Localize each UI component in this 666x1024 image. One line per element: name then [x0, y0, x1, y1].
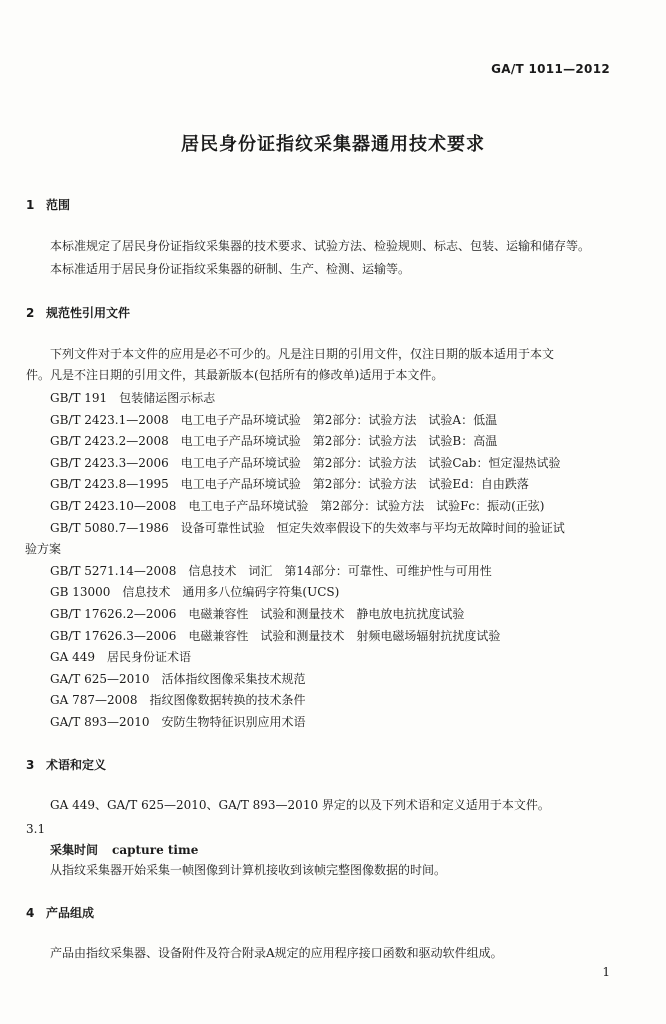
section-title: 规范性引用文件 [46, 306, 131, 320]
section-3-heading [26, 756, 106, 773]
list-item: GB/T 2423.3—2006 电工电子产品环境试验 第2部分：试验方法 试验Cab：恒定湿热试验 [50, 455, 561, 470]
section-number: 4 [26, 906, 35, 920]
list-item: GB 13000 信息技术 通用多八位编码字符集(UCS) [50, 585, 340, 600]
section-4-heading [26, 904, 94, 921]
list-item: GB/T 2423.1—2008 电工电子产品环境试验 第2部分：试验方法 试验A：低温 [50, 412, 498, 427]
normative-references-list [25, 388, 565, 734]
list-item: GB/T 2423.10—2008 电工电子产品环境试验 第2部分：试验方法 试验Fc：振动(正弦) [50, 498, 545, 513]
paragraph: 产品由指纹采集器、设备附件及符合附录A规定的应用程序接口函数和驱动软件组成。 [50, 946, 503, 960]
list-item: GA 787—2008 指纹图像数据转换的技术条件 [50, 693, 306, 708]
list-item: 验方案 [25, 542, 62, 557]
list-item: GB/T 2423.8—1995 电工电子产品环境试验 第2部分：试验方法 试验Ed：自由跌落 [50, 477, 529, 492]
standard-code: GA/T 1011—2012 [491, 62, 610, 76]
list-item: GB/T 17626.2—2006 电磁兼容性 试验和测量技术 静电放电抗扰度试验 [50, 606, 465, 621]
term-english: capture time [112, 843, 199, 857]
term-number: 3.1 [26, 822, 46, 836]
paragraph: GA 449、GA/T 625—2010、GA/T 893—2010 界定的以及下列术语和定义适用于本文件。 [50, 798, 550, 812]
list-item: GA 449 居民身份证术语 [50, 650, 191, 665]
section-title: 范围 [46, 198, 71, 212]
paragraph: 本标准适用于居民身份证指纹采集器的研制、生产、检测、运输等。 [50, 262, 411, 276]
list-item: GB/T 191 包装储运图示标志 [50, 391, 216, 405]
paragraph: 件。凡是不注日期的引用文件，其最新版本(包括所有的修改单)适用于本文件。 [26, 368, 444, 382]
page-title: 居民身份证指纹采集器通用技术要求 [181, 134, 485, 155]
paragraph: 本标准规定了居民身份证指纹采集器的技术要求、试验方法、检验规则、标志、包装、运输和储存等。 [50, 239, 591, 253]
list-item: GB/T 2423.2—2008 电工电子产品环境试验 第2部分：试验方法 试验B：高温 [50, 434, 498, 449]
list-item: GB/T 17626.3—2006 电磁兼容性 试验和测量技术 射频电磁场辐射抗扰度试验 [50, 628, 501, 643]
list-item: GA/T 625—2010 活体指纹图像采集技术规范 [50, 671, 306, 686]
term-name [50, 841, 198, 858]
paragraph: 下列文件对于本文件的应用是必不可少的。凡是注日期的引用文件，仅注日期的版本适用于本文 [50, 347, 555, 361]
list-item: GA/T 893—2010 安防生物特征识别应用术语 [50, 714, 306, 729]
section-number: 1 [26, 198, 35, 212]
list-item: GB/T 5080.7—1986 设备可靠性试验 恒定失效率假设下的失效率与平均无故障时间的验证试 [50, 520, 565, 535]
section-2-heading [26, 304, 130, 321]
section-title: 产品组成 [46, 906, 95, 920]
term-chinese: 采集时间 [50, 843, 99, 857]
page-number: 1 [602, 965, 610, 979]
section-number: 2 [26, 306, 35, 320]
section-number: 3 [26, 758, 35, 772]
section-title: 术语和定义 [46, 758, 107, 772]
section-1-heading [26, 196, 70, 213]
term-definition: 从指纹采集器开始采集一帧图像到计算机接收到该帧完整图像数据的时间。 [50, 863, 447, 877]
list-item: GB/T 5271.14—2008 信息技术 词汇 第14部分：可靠性、可维护性与可用性 [50, 563, 492, 578]
